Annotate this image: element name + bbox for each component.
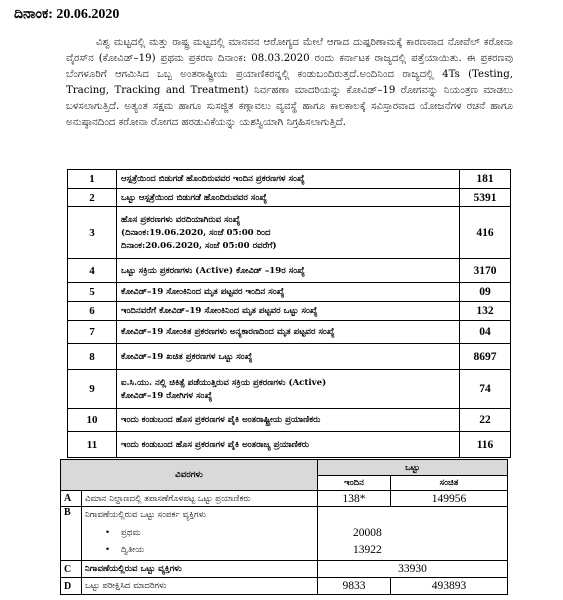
row-label: ಆಸ್ಪತ್ರೆಯಿಂದ ಬಿಡುಗಡೆ ಹೊಂದಿರುವವರ ಇಂದಿನ ಪ್ರಕರಣಗಳ ಸಂಖ್ಯೆ bbox=[117, 170, 460, 189]
table-row bbox=[68, 321, 511, 344]
bullet-icon: • bbox=[105, 545, 111, 555]
row-value: 3170 bbox=[460, 259, 511, 283]
table-row bbox=[61, 578, 508, 595]
table-header-row bbox=[61, 460, 508, 476]
subheader-today: ಇಂದಿನ bbox=[318, 476, 391, 491]
row-label-multiline bbox=[117, 207, 460, 259]
row-number: 7 bbox=[68, 321, 117, 344]
row-today-value: 9833 bbox=[318, 578, 391, 595]
row-number: 1 bbox=[68, 170, 117, 189]
row-label-block bbox=[82, 507, 318, 561]
row-number: 5 bbox=[68, 283, 117, 302]
table-row bbox=[68, 283, 511, 302]
row-label-line2: (ದಿನಾಂಕ:19.06.2020, ಸಂಜೆ 05:00 ರಿಂದ bbox=[121, 227, 271, 238]
row-value: 09 bbox=[460, 283, 511, 302]
table-row bbox=[61, 507, 508, 561]
header-details: ವಿವರಗಳು bbox=[61, 460, 318, 491]
row-label: ಇಂದಿನವರೆಗೆ ಕೋವಿಡ್–19 ಸೋಂಕಿನಿಂದ ಮೃತ ಪಟ್ಟವರ ಒಟ್ಟು ಸಂಖ್ಯೆ bbox=[117, 302, 460, 321]
row-value: 22 bbox=[460, 409, 511, 432]
row-value: 181 bbox=[460, 170, 511, 189]
intro-paragraph bbox=[66, 35, 513, 131]
spacer bbox=[321, 507, 504, 525]
table-row bbox=[68, 189, 511, 207]
row-label: ನಿಗಾವಣೆಯಲ್ಲಿರುವ ಒಟ್ಟು ವ್ಯಕ್ತಿಗಳು bbox=[82, 561, 318, 578]
table-row bbox=[68, 409, 511, 432]
row-letter: B bbox=[61, 507, 82, 561]
list-item-primary bbox=[85, 525, 314, 542]
table-row bbox=[68, 170, 511, 189]
row-cumulative-value: 149956 bbox=[391, 491, 508, 507]
table-row bbox=[68, 302, 511, 321]
row-value: 5391 bbox=[460, 189, 511, 207]
list-item-secondary bbox=[85, 542, 314, 559]
row-label: ಇಂದು ಕಂಡುಬಂದ ಹೊಸ ಪ್ರಕರಣಗಳ ಪೈಕಿ ಅಂತರಾಷ್ಟ್ರೀಯ ಪ್ರಯಾಣಿಕರು bbox=[117, 409, 460, 432]
primary-value: 20008 bbox=[353, 527, 382, 539]
row-label: ಒಟ್ಟು ಸಕ್ರಿಯ ಪ್ರಕರಣಗಳು (Active) ಕೋವಿಡ್ –19ರ ಸಂಖ್ಯೆ bbox=[117, 259, 460, 283]
table-row bbox=[61, 491, 508, 507]
primary-label: ಪ್ರಥಮ bbox=[121, 528, 141, 538]
row-value: 416 bbox=[460, 207, 511, 259]
row-number: 4 bbox=[68, 259, 117, 283]
row-value: 33930 bbox=[318, 561, 508, 578]
row-label: ಐ.ಸಿ.ಯು. ನಲ್ಲಿ ಚಿಕಿತ್ಸೆ ಪಡೆಯುತ್ತಿರುವ ಸಕ್ರಿಯ ಪ್ರಕರಣಗಳು (Active) bbox=[121, 377, 327, 388]
row-label: ಕೋವಿಡ್–19 ಸೋಂಕಿತ ಪ್ರಕರಣಗಳು ಅನ್ಯಕಾರಣದಿಂದ ಮೃತ ಪಟ್ಟವರ ಸಂಖ್ಯೆ bbox=[117, 321, 460, 344]
row-label: ಕೋವಿಡ್–19 ಖಚಿತ ಪ್ರಕರಣಗಳ ಒಟ್ಟು ಸಂಖ್ಯೆ bbox=[117, 344, 460, 370]
row-value: 04 bbox=[460, 321, 511, 344]
row-value: 74 bbox=[460, 370, 511, 409]
table-row bbox=[68, 370, 511, 409]
row-number: 3 bbox=[68, 207, 117, 259]
subheader-cumulative: ಸಂಚಿತ bbox=[391, 476, 508, 491]
row-label: ಹೊಸ ಪ್ರಕರಣಗಳು ವರದಿಯಾಗಿರುವ ಸಂಖ್ಯೆ bbox=[121, 214, 241, 225]
row-letter: C bbox=[61, 561, 82, 578]
row-number: 10 bbox=[68, 409, 117, 432]
row-value: 8697 bbox=[460, 344, 511, 370]
row-label-line2: ಕೋವಿಡ್–19 ರೋಗಿಗಳ ಸಂಖ್ಯೆ bbox=[121, 390, 213, 401]
row-label: ಇಂದು ಕಂಡುಬಂದ ಹೊಸ ಪ್ರಕರಣಗಳ ಪೈಕಿ ಅಂತರಾಜ್ಯ ಪ್ರಯಾಣಿಕರು bbox=[117, 432, 460, 458]
table-row bbox=[68, 432, 511, 458]
row-label: ಒಟ್ಟು ಪರೀಕ್ಷಿಸಿದ ಮಾದರಿಗಳು bbox=[82, 578, 318, 595]
row-label-line3: ದಿನಾಂಕ:20.06.2020, ಸಂಜೆ 05:00 ರವರೆಗೆ) bbox=[121, 240, 277, 251]
row-label: ನಿಗಾವಣೆಯಲ್ಲಿರುವ ಒಟ್ಟು ಸಂಪರ್ಕ ವ್ಯಕ್ತಿಗಳು bbox=[85, 510, 207, 520]
row-number: 8 bbox=[68, 344, 117, 370]
row-label: ಕೋವಿಡ್–19 ಸೋಂಕಿನಿಂದ ಮೃತ ಪಟ್ಟವರ ಇಂದಿನ ಸಂಖ್ಯೆ bbox=[117, 283, 460, 302]
row-letter: A bbox=[61, 491, 82, 507]
row-letter: D bbox=[61, 578, 82, 595]
surveillance-table bbox=[60, 459, 508, 595]
row-value: 132 bbox=[460, 302, 511, 321]
row-number: 6 bbox=[68, 302, 117, 321]
row-value: 116 bbox=[460, 432, 511, 458]
row-number: 2 bbox=[68, 189, 117, 207]
intro-paragraph-text: ವಿಶ್ವ ಮಟ್ಟದಲ್ಲಿ ಮತ್ತು ರಾಷ್ಟ್ರ ಮಟ್ಟದಲ್ಲಿ ಮಾನವನ ಆರೋಗ್ಯದ ಮೇಲೆ ಆಗಾದ ದುಷ್ಪರಿಣಾಮಕ್ಕೆ ಕಾರಣವಾದ ನೋವೆಲ್ ಕರೋನಾ ವೈರಸ್‌ನ (ಕೋವಿಡ್–19) ಪ್ರಥಮ ಪ್ರಕರಣ ದಿನಾಂಕ: 08.03.2020 ರಂದು ಕರ್ನಾಟಕ ರಾಜ್ಯದಲ್ಲಿ ಪತ್ತೆಯಾಯಿತು. ಈ ಪ್ರಕರಣವು ಬೆಂಗಳೂರಿಗೆ ಆಗಮಿಸಿದ ಒಬ್ಬ ಅಂತರಾಷ್ಟ್ರೀಯ ಪ್ರಯಾಣಿಕರನ್ನಲ್ಲಿ ಕಂಡುಬಂದಿರುತ್ತದೆ.ಅಂದಿನಿಂದ ರಾಜ್ಯದಲ್ಲಿ 4Ts (Testing, Tracing, Tracking and Treatment) ನಿರ್ವಹಣಾ ಮಾದರಿಯನ್ನು ಕೋವಿಡ್–19 ರೋಗವನ್ನು ನಿಯಂತ್ರಣ ಮಾಡಲು ಬಳಸಲಾಗುತ್ತಿದೆ. ಅತ್ಯಂತ ಸಕ್ಷಮ ಹಾಗೂ ಸುಸಜ್ಜಿತ ಕಣ್ಗಾವಲು ವ್ಯವಸ್ಥೆ ಹಾಗೂ ಕಾಲಕಾಲಕ್ಕೆ ಸವಿಸ್ತಾರವಾದ ಯೋಜನೆಗಳ ರಚನೆ ಹಾಗೂ ಅನುಷ್ಠಾನದಿಂದ ಕರೋನಾ ರೋಗದ ಹರಡುವಿಕೆಯನ್ನು ಯಶಸ್ವಿಯಾಗಿ ನಿಗ್ರಹಿಸಲಾಗುತ್ತಿದೆ. bbox=[66, 37, 513, 128]
row-label: ವಿಮಾನ ನಿಲ್ದಾಣದಲ್ಲಿ ತಪಾಸಣೆಗೊಳಪಟ್ಟ ಒಟ್ಟು ಪ್ರಯಾಣಿಕರು bbox=[82, 491, 318, 507]
row-cumulative-value: 493893 bbox=[391, 578, 508, 595]
row-label-multiline bbox=[117, 370, 460, 409]
row-label: ಒಟ್ಟು ಆಸ್ಪತ್ರೆಯಿಂದ ಬಿಡುಗಡೆ ಹೊಂದಿರುವವರ ಸಂಖ್ಯೆ bbox=[117, 189, 460, 207]
table-row bbox=[68, 259, 511, 283]
row-values-block bbox=[318, 507, 508, 561]
row-number: 11 bbox=[68, 432, 117, 458]
table-row bbox=[68, 207, 511, 259]
secondary-value: 13922 bbox=[353, 544, 382, 556]
row-today-value: 138* bbox=[318, 491, 391, 507]
table-row bbox=[61, 561, 508, 578]
row-number: 9 bbox=[68, 370, 117, 409]
document-date: ದಿನಾಂಕ: 20.06.2020 bbox=[14, 7, 120, 22]
header-total: ಒಟ್ಟು bbox=[318, 460, 508, 476]
bullet-icon: • bbox=[105, 528, 111, 538]
secondary-label: ದ್ವಿತೀಯ bbox=[121, 545, 145, 555]
table-row bbox=[68, 344, 511, 370]
covid-summary-table bbox=[67, 169, 511, 458]
